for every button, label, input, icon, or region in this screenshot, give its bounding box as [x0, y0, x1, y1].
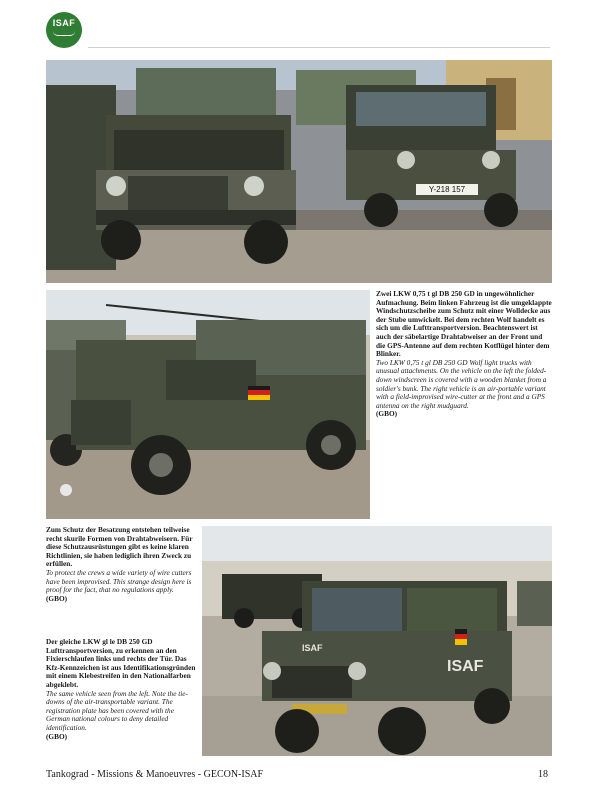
hood-marking: ISAF	[302, 643, 323, 653]
caption3-english: The same vehicle seen from the left. Note the tie-downs of the air-transportable variant. The registration plate has been covered with the German national colours to deny detailed identification.	[46, 688, 188, 732]
logo-script-mark	[53, 31, 75, 36]
footer-title: Tankograd - Missions & Manoeuvres - GECON-ISAF	[46, 769, 264, 780]
page-number: 18	[538, 769, 548, 780]
caption3-german: Der gleiche LKW gl le DB 250 GD Lufttransportversion, zu erkennen an den Fixierschlaufen links und rechts der Tür. Das Kfz-Kennzeichen ist aus Identifikationsgründen mit einem Klebestreifen in den Nationalfarben abgeklebt.	[46, 637, 196, 689]
header-rule	[88, 47, 550, 48]
photo-wire-cutter-side	[46, 290, 370, 519]
isaf-logo	[46, 12, 82, 48]
caption-two-vehicles	[376, 290, 552, 419]
caption-wire-cutter	[46, 526, 198, 603]
caption-isaf-vehicle	[46, 638, 198, 741]
logo-text: ISAF	[52, 18, 76, 28]
caption2-english: To protect the crews a wide variety of wire cutters have been improvised. This strange design here is proof for the fact, that no regulations apply.	[46, 567, 192, 595]
plate-right: Y-218 157	[428, 185, 466, 194]
caption1-german: Zwei LKW 0,75 t gl DB 250 GD in ungewöhnlicher Aufmachung. Beim linken Fahrzeug ist die umgeklappte Windschutzscheibe zum Schutz mit einer Wolldecke aus der Stube umwickelt. Bei dem rechten Wolf handelt es sich um die Lufttransportversion. Beachtenswert ist auch der säbelartige Drahtabweiser an der Front und die GPS-Antenne auf dem rechten Kotflügel hinter dem Blinker.	[376, 289, 552, 359]
photo-two-vehicles	[46, 60, 552, 283]
caption2-credit: (GBO)	[46, 593, 68, 603]
caption1-credit: (GBO)	[376, 409, 398, 419]
caption2-german: Zum Schutz der Besatzung entstehen teilweise recht skurile Formen von Drahtabweisern. Für diese Schutzausrüstungen gibt es keine klaren Richtlinien, sie haben lediglich ihren Zweck zu erfüllen.	[46, 525, 193, 569]
door-marking: ISAF	[447, 658, 484, 675]
caption1-english: Two LKW 0,75 t gl DB 250 GD Wolf light trucks with unusual attachments. On the vehicle on the left the folded-down windscreen is covered with a wooden blanket from a soldier's bunk. The right vehicle is an air-portable variant with a field-improvised wire-cutter at the front and a GPS antenna on the right mudguard.	[376, 357, 547, 410]
caption3-credit: (GBO)	[46, 731, 68, 741]
photo-isaf-vehicle	[202, 526, 552, 756]
